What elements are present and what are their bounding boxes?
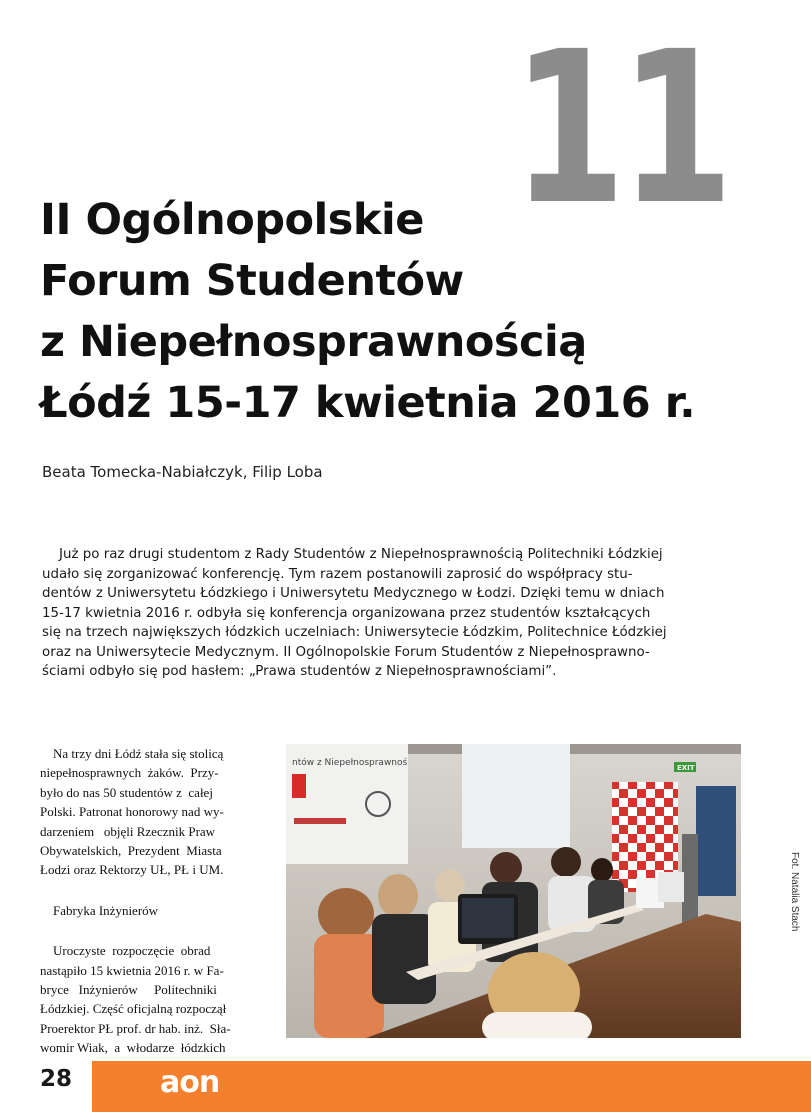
body-column <box>40 744 266 1058</box>
body-line: bryce Inżynierów Politechniki <box>40 982 217 998</box>
lead-line: się na trzech największych łódzkich uczelniach: Uniwersytecie Łódzkim, Politechnice Łódzkiej <box>42 625 667 640</box>
body-line: darzeniem objęli Rzecznik Praw <box>40 823 216 839</box>
conference-photo-illustration <box>286 744 741 1038</box>
section-subheading: Fabryka Inżynierów <box>40 902 159 918</box>
article-title <box>40 190 695 434</box>
lead-line: dentów z Uniwersytetu Łódzkiego i Uniwersytetu Medycznego w Łodzi. Dzięki temu w dniach <box>42 586 665 601</box>
exit-sign-text: EXIT <box>677 764 695 772</box>
lead-line: ściami odbyło się pod hasłem: „Prawa studentów z Niepełnosprawnościami”. <box>42 664 557 679</box>
body-line: Uroczyste rozpoczęcie obrad <box>40 943 211 959</box>
body-line: Łódzkiej. Część oficjalną rozpoczął <box>40 1001 227 1017</box>
article-authors: Beata Tomecka-Nabiałczyk, Filip Loba <box>42 463 323 481</box>
page-number: 28 <box>40 1066 73 1092</box>
screen-text: ntów z Niepełnosprawnoś <box>292 758 408 768</box>
lead-line: 15-17 kwietnia 2016 r. odbyła się konferencja organizowana przez studentów kształcących <box>42 605 651 621</box>
body-line: Proerektor PŁ prof. dr hab. inż. Sła- <box>40 1020 231 1036</box>
title-line: z Niepełnosprawnością <box>40 317 587 367</box>
paragraph-gap <box>40 880 266 901</box>
lead-paragraph <box>42 545 741 682</box>
chapter-number: 11 <box>512 6 728 251</box>
body-line: niepełnosprawnych żaków. Przy- <box>40 765 219 781</box>
body-line: było do nas 50 studentów z całej <box>40 784 213 800</box>
body-line: Polski. Patronat honorowy nad wy- <box>40 804 224 820</box>
conference-photo <box>286 744 741 1038</box>
title-line: II Ogólnopolskie <box>40 195 424 245</box>
paragraph-gap <box>40 920 266 941</box>
photo-credit: Fot. Natalia Stach <box>789 852 800 932</box>
body-line: womir Wiak, a włodarze łódzkich <box>40 1040 226 1056</box>
lead-line: udało się zorganizować konferencję. Tym razem postanowili zaprosić do współpracy stu- <box>42 566 633 582</box>
lead-line: Już po raz drugi studentom z Rady Studentów z Niepełnosprawnością Politechniki Łódzkiej <box>42 547 663 562</box>
lead-line: oraz na Uniwersytecie Medycznym. II Ogólnopolskie Forum Studentów z Niepełnosprawno- <box>42 644 650 660</box>
body-line: nastąpiło 15 kwietnia 2016 r. w Fa- <box>40 962 224 978</box>
body-line: Obywatelskich, Prezydent Miasta <box>40 843 222 859</box>
title-line: Forum Studentów <box>40 256 464 306</box>
title-line: Łódź 15-17 kwietnia 2016 r. <box>40 378 696 428</box>
body-line: Łodzi oraz Rektorzy UŁ, PŁ i UM. <box>40 862 224 878</box>
magazine-logo: aon <box>160 1065 220 1100</box>
body-line: Na trzy dni Łódź stała się stolicą <box>40 746 224 761</box>
